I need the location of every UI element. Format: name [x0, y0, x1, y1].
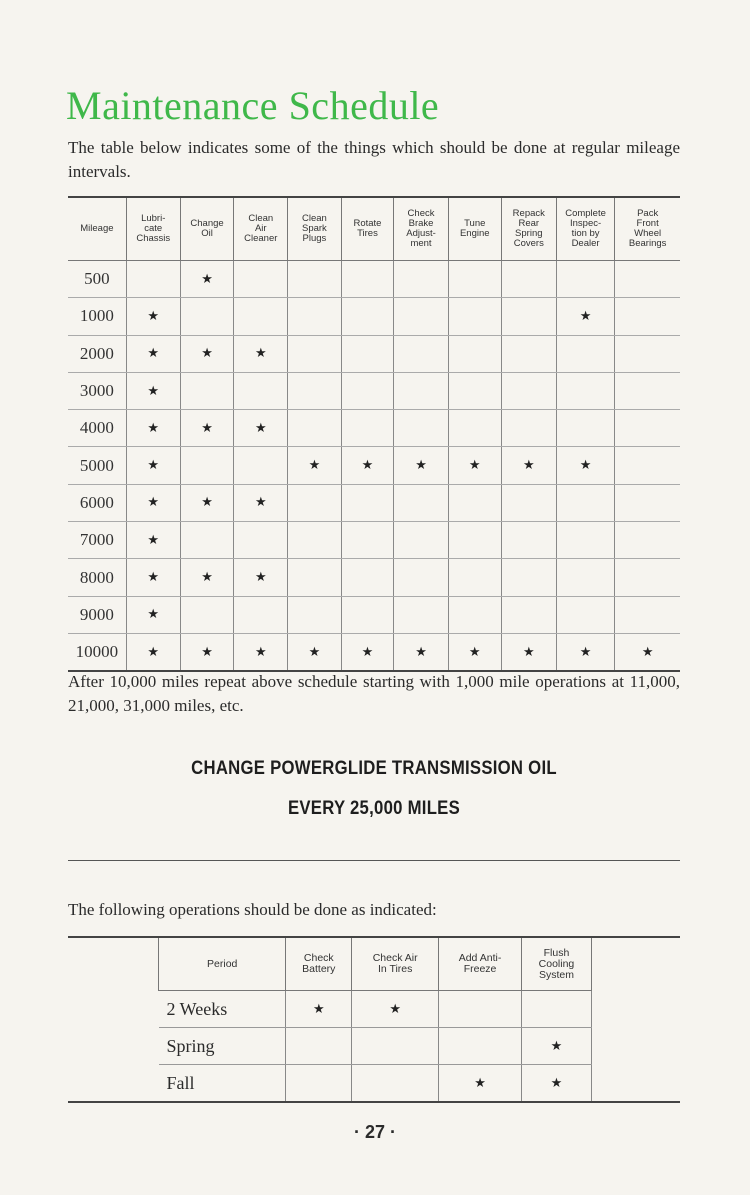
star-icon: ★: [522, 643, 535, 659]
operations-mark-cell: [286, 1028, 352, 1065]
mileage-cell: 8000: [68, 559, 126, 596]
table-row: [68, 447, 680, 484]
schedule-mark-cell: [501, 298, 556, 335]
schedule-mark-cell: [288, 447, 342, 484]
spacer: [592, 1065, 681, 1103]
table-row: [68, 1028, 680, 1065]
mileage-cell: 10000: [68, 633, 126, 671]
operations-mark-cell: [352, 1028, 439, 1065]
schedule-header-cell: Rotate Tires: [341, 197, 394, 261]
star-icon: ★: [579, 643, 592, 659]
schedule-mark-cell: [615, 372, 680, 409]
star-icon: ★: [201, 494, 213, 510]
table-row: [68, 484, 680, 521]
transmission-notice-line1: CHANGE POWERGLIDE TRANSMISSION OIL: [191, 758, 557, 779]
star-icon: ★: [254, 345, 267, 361]
maintenance-schedule-table: [68, 196, 680, 672]
period-cell: 2 Weeks: [159, 991, 286, 1028]
schedule-mark-cell: [556, 447, 614, 484]
star-icon: ★: [474, 1074, 486, 1090]
star-icon: ★: [201, 345, 213, 361]
star-icon: ★: [415, 643, 427, 659]
schedule-mark-cell: [180, 261, 234, 298]
schedule-header-cell: Clean Air Cleaner: [234, 197, 288, 261]
star-icon: ★: [254, 643, 267, 659]
schedule-mark-cell: [234, 335, 288, 372]
table-row: [68, 559, 680, 596]
schedule-mark-cell: [501, 410, 556, 447]
repeat-schedule-note: After 10,000 miles repeat above schedule starting with 1,000 mile operations at 11,000, 21,000, 31,000 miles, etc.: [68, 672, 680, 715]
schedule-mark-cell: [448, 372, 501, 409]
schedule-mark-cell: [234, 596, 288, 633]
spacer: [68, 991, 159, 1028]
schedule-mark-cell: [126, 484, 180, 521]
schedule-mark-cell: [501, 447, 556, 484]
mileage-cell: 1000: [68, 298, 126, 335]
schedule-mark-cell: [180, 633, 234, 671]
schedule-mark-cell: [448, 447, 501, 484]
table-row: [68, 633, 680, 671]
operations-mark-cell: [352, 1065, 439, 1103]
schedule-mark-cell: [556, 298, 614, 335]
schedule-mark-cell: [615, 410, 680, 447]
operations-mark-cell: [439, 1028, 522, 1065]
schedule-mark-cell: [556, 522, 614, 559]
schedule-mark-cell: [448, 335, 501, 372]
schedule-mark-cell: [126, 298, 180, 335]
schedule-mark-cell: [615, 633, 680, 671]
operations-header-cell: Period: [159, 937, 286, 991]
schedule-mark-cell: [234, 372, 288, 409]
schedule-mark-cell: [501, 596, 556, 633]
transmission-notice-line2: EVERY 25,000 MILES: [287, 798, 461, 819]
schedule-mark-cell: [394, 298, 449, 335]
schedule-mark-cell: [234, 298, 288, 335]
operations-mark-cell: [521, 991, 591, 1028]
schedule-mark-cell: [288, 633, 342, 671]
schedule-mark-cell: [126, 522, 180, 559]
schedule-mark-cell: [341, 372, 394, 409]
schedule-mark-cell: [501, 522, 556, 559]
schedule-mark-cell: [288, 559, 342, 596]
star-icon: ★: [361, 643, 374, 659]
schedule-mark-cell: [234, 559, 288, 596]
schedule-mark-cell: [341, 447, 394, 484]
schedule-mark-cell: [180, 335, 234, 372]
star-icon: ★: [201, 419, 213, 435]
table-row: [68, 372, 680, 409]
periodic-operations-table: [68, 936, 680, 1103]
star-icon: ★: [468, 643, 481, 659]
table-row: [68, 1065, 680, 1103]
schedule-mark-cell: [394, 559, 449, 596]
period-cell: Spring: [159, 1028, 286, 1065]
spacer: [68, 1065, 159, 1103]
schedule-mark-cell: [394, 372, 449, 409]
operations-mark-cell: [352, 991, 439, 1028]
schedule-mark-cell: [126, 410, 180, 447]
operations-header-cell: Check Battery: [286, 937, 352, 991]
star-icon: ★: [522, 457, 535, 473]
schedule-mark-cell: [341, 298, 394, 335]
star-icon: ★: [254, 569, 267, 585]
star-icon: ★: [147, 569, 160, 585]
star-icon: ★: [201, 569, 213, 585]
star-icon: ★: [468, 457, 481, 473]
operations-header-cell: Add Anti- Freeze: [439, 937, 522, 991]
schedule-mark-cell: [341, 261, 394, 298]
mileage-cell: 500: [68, 261, 126, 298]
schedule-mark-cell: [394, 447, 449, 484]
schedule-mark-cell: [288, 596, 342, 633]
operations-mark-cell: [521, 1065, 591, 1103]
schedule-mark-cell: [234, 410, 288, 447]
page-title: Maintenance Schedule: [66, 83, 440, 128]
spacer: [592, 937, 681, 991]
star-icon: ★: [147, 606, 160, 622]
table-row: [68, 991, 680, 1028]
mileage-cell: 6000: [68, 484, 126, 521]
star-icon: ★: [415, 457, 427, 473]
operations-header-row: [68, 937, 680, 991]
schedule-mark-cell: [501, 484, 556, 521]
operations-mark-cell: [286, 991, 352, 1028]
schedule-mark-cell: [234, 261, 288, 298]
schedule-header-cell: Change Oil: [180, 197, 234, 261]
schedule-mark-cell: [180, 596, 234, 633]
schedule-mark-cell: [180, 372, 234, 409]
schedule-mark-cell: [615, 298, 680, 335]
star-icon: ★: [254, 494, 267, 510]
schedule-mark-cell: [288, 335, 342, 372]
schedule-mark-cell: [501, 372, 556, 409]
schedule-mark-cell: [394, 484, 449, 521]
star-icon: ★: [147, 307, 160, 323]
schedule-mark-cell: [180, 410, 234, 447]
schedule-mark-cell: [448, 522, 501, 559]
schedule-mark-cell: [448, 596, 501, 633]
spacer: [68, 937, 159, 991]
schedule-mark-cell: [448, 484, 501, 521]
schedule-mark-cell: [180, 447, 234, 484]
star-icon: ★: [308, 457, 321, 473]
schedule-mark-cell: [126, 372, 180, 409]
schedule-mark-cell: [126, 335, 180, 372]
schedule-mark-cell: [126, 596, 180, 633]
table-row: [68, 596, 680, 633]
table-row: [68, 298, 680, 335]
schedule-mark-cell: [234, 522, 288, 559]
schedule-mark-cell: [394, 633, 449, 671]
schedule-mark-cell: [180, 298, 234, 335]
table-row: [68, 410, 680, 447]
schedule-header-cell: Complete Inspec- tion by Dealer: [556, 197, 614, 261]
table-row: [68, 335, 680, 372]
star-icon: ★: [147, 531, 160, 547]
schedule-mark-cell: [341, 410, 394, 447]
schedule-mark-cell: [288, 372, 342, 409]
schedule-mark-cell: [556, 633, 614, 671]
schedule-header-cell: Clean Spark Plugs: [288, 197, 342, 261]
star-icon: ★: [312, 1000, 325, 1016]
schedule-mark-cell: [615, 522, 680, 559]
schedule-mark-cell: [126, 261, 180, 298]
schedule-mark-cell: [556, 410, 614, 447]
star-icon: ★: [641, 643, 654, 659]
operations-mark-cell: [521, 1028, 591, 1065]
schedule-header-row: [68, 197, 680, 261]
operations-mark-cell: [439, 991, 522, 1028]
schedule-mark-cell: [288, 298, 342, 335]
star-icon: ★: [201, 270, 213, 286]
star-icon: ★: [201, 643, 213, 659]
schedule-mark-cell: [615, 559, 680, 596]
star-icon: ★: [147, 457, 160, 473]
schedule-mark-cell: [341, 484, 394, 521]
star-icon: ★: [550, 1037, 563, 1053]
table-row: [68, 261, 680, 298]
schedule-header-cell: Lubri- cate Chassis: [126, 197, 180, 261]
schedule-mark-cell: [556, 559, 614, 596]
schedule-mark-cell: [448, 410, 501, 447]
schedule-mark-cell: [288, 261, 342, 298]
operations-header-cell: Flush Cooling System: [521, 937, 591, 991]
schedule-mark-cell: [126, 633, 180, 671]
schedule-mark-cell: [180, 522, 234, 559]
schedule-mark-cell: [556, 335, 614, 372]
schedule-mark-cell: [126, 447, 180, 484]
operations-intro: The following operations should be done as indicated:: [68, 900, 437, 919]
schedule-header-cell: Tune Engine: [448, 197, 501, 261]
table-row: [68, 522, 680, 559]
star-icon: ★: [147, 419, 160, 435]
schedule-mark-cell: [234, 484, 288, 521]
schedule-mark-cell: [448, 633, 501, 671]
star-icon: ★: [550, 1074, 563, 1090]
spacer: [592, 991, 681, 1028]
star-icon: ★: [147, 345, 160, 361]
schedule-mark-cell: [615, 261, 680, 298]
schedule-mark-cell: [341, 522, 394, 559]
star-icon: ★: [147, 494, 160, 510]
schedule-mark-cell: [448, 261, 501, 298]
schedule-mark-cell: [615, 335, 680, 372]
star-icon: ★: [389, 1000, 401, 1016]
mileage-cell: 7000: [68, 522, 126, 559]
schedule-header-cell: Check Brake Adjust- ment: [394, 197, 449, 261]
star-icon: ★: [579, 457, 592, 473]
schedule-mark-cell: [556, 596, 614, 633]
schedule-mark-cell: [180, 484, 234, 521]
schedule-mark-cell: [341, 633, 394, 671]
mileage-cell: 9000: [68, 596, 126, 633]
period-cell: Fall: [159, 1065, 286, 1103]
schedule-mark-cell: [615, 596, 680, 633]
spacer: [592, 1028, 681, 1065]
schedule-mark-cell: [394, 410, 449, 447]
page-number: · 27 ·: [353, 1122, 396, 1142]
schedule-mark-cell: [556, 484, 614, 521]
star-icon: ★: [361, 457, 374, 473]
schedule-mark-cell: [501, 261, 556, 298]
schedule-mark-cell: [394, 596, 449, 633]
schedule-mark-cell: [394, 335, 449, 372]
schedule-mark-cell: [234, 633, 288, 671]
schedule-mark-cell: [394, 522, 449, 559]
operations-mark-cell: [286, 1065, 352, 1103]
intro-paragraph: The table below indicates some of the things which should be done at regular mileage intervals.: [68, 138, 680, 181]
star-icon: ★: [147, 643, 160, 659]
mileage-cell: 5000: [68, 447, 126, 484]
star-icon: ★: [308, 643, 321, 659]
operations-mark-cell: [439, 1065, 522, 1103]
schedule-mark-cell: [556, 372, 614, 409]
schedule-mark-cell: [615, 484, 680, 521]
schedule-mark-cell: [501, 335, 556, 372]
star-icon: ★: [147, 382, 160, 398]
schedule-mark-cell: [126, 559, 180, 596]
schedule-mark-cell: [501, 633, 556, 671]
schedule-mark-cell: [448, 559, 501, 596]
schedule-mark-cell: [180, 559, 234, 596]
schedule-mark-cell: [615, 447, 680, 484]
spacer: [68, 1028, 159, 1065]
schedule-mark-cell: [341, 335, 394, 372]
schedule-mark-cell: [288, 484, 342, 521]
schedule-mark-cell: [234, 447, 288, 484]
schedule-mark-cell: [448, 298, 501, 335]
schedule-header-cell: Repack Rear Spring Covers: [501, 197, 556, 261]
divider: [68, 860, 680, 861]
star-icon: ★: [579, 307, 592, 323]
schedule-mark-cell: [341, 559, 394, 596]
mileage-cell: 4000: [68, 410, 126, 447]
operations-header-cell: Check Air In Tires: [352, 937, 439, 991]
schedule-mark-cell: [341, 596, 394, 633]
mileage-cell: 2000: [68, 335, 126, 372]
schedule-header-cell: Pack Front Wheel Bearings: [615, 197, 680, 261]
schedule-mark-cell: [288, 410, 342, 447]
schedule-mark-cell: [288, 522, 342, 559]
schedule-header-cell: Mileage: [68, 197, 126, 261]
mileage-cell: 3000: [68, 372, 126, 409]
schedule-mark-cell: [501, 559, 556, 596]
schedule-mark-cell: [556, 261, 614, 298]
schedule-mark-cell: [394, 261, 449, 298]
star-icon: ★: [254, 419, 267, 435]
